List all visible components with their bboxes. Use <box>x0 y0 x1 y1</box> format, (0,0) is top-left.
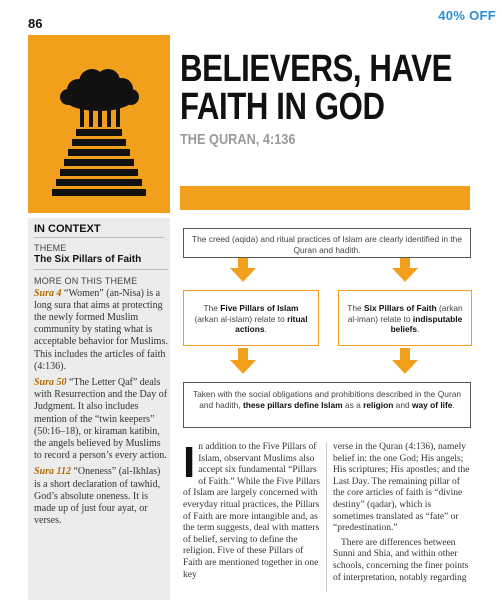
article-column-2 <box>333 442 473 584</box>
bold-text: ritual actions <box>235 313 308 334</box>
article-text: n addition to the Five Pillars of Islam, observant Muslims also accept six fundamental “Pillars of Faith.” While the Five Pillars of Islam are largely concerned with everyday ritual practices, the Pillars of Faith are more intangible and, as the term suggests, deal with matters of belief, serving to define the religion. Five of these Pillars of Faith are mentioned together in one key <box>183 442 320 580</box>
article-paragraph: verse in the Quran (4:136), namely belief in: the one God; His angels; His scriptures; His apostles; and the Last Day. The remaining pillar of the core articles of faith is “divine destiny” (qadar), which is sometimes translated as “fate” or “predestination.” <box>333 442 470 534</box>
sura-desc: “The Letter Qaf” deals with Resurrection and the Day of Judgment. It also includes mention of the “twin keepers” (50:16–18), or kiraman katibin, the angels believed by Muslims to record a person’s every action. <box>34 377 168 462</box>
sura-ref: Sura 50 <box>34 377 67 389</box>
arrow-down-right-icon <box>392 348 418 374</box>
text: . <box>264 324 267 334</box>
sidebar-entry <box>34 377 168 462</box>
bold-text: indisputable beliefs <box>390 313 463 334</box>
arrow-down-left-icon <box>230 256 256 282</box>
sidebar-body <box>34 242 168 531</box>
bold-text: Six Pillars of Faith <box>364 303 437 313</box>
sidebar-title: IN CONTEXT <box>34 223 164 238</box>
sidebar-entry <box>34 466 168 527</box>
text: as a <box>342 399 364 410</box>
text: . <box>417 324 420 334</box>
text: The <box>203 303 221 313</box>
theme-value: The Six Pillars of Faith <box>34 254 168 270</box>
text: Taken with the social obligations and prohibitions described in the Quran and hadith, <box>192 389 462 410</box>
text: and <box>393 399 412 410</box>
bold-text: Five Pillars of Islam <box>220 303 299 313</box>
cloud-pyramid-icon <box>28 35 170 213</box>
in-context-sidebar <box>28 218 170 600</box>
text: (arkan al-islam) relate to <box>194 313 288 324</box>
text: . <box>452 399 455 410</box>
arrow-down-left-icon <box>230 348 256 374</box>
flow-box-creed <box>183 228 471 258</box>
sura-ref: Sura 4 <box>34 287 62 299</box>
sura-ref: Sura 112 <box>34 466 71 478</box>
bold-text: religion <box>363 399 394 410</box>
more-label: MORE ON THIS THEME <box>34 276 138 287</box>
flow-box-text: The creed (aqida) and ritual practices of Islam are clearly identified in the Quran and hadith. <box>192 234 462 255</box>
headline-line-1: BELIEVERS, HAVE <box>180 48 453 90</box>
quote-source: THE QURAN, 4:136 <box>180 131 296 148</box>
flow-box-six-pillars <box>338 290 472 346</box>
flow-box-five-pillars <box>183 290 319 346</box>
sura-desc: “Women” (an-Nisa) is a long sura that aims at protecting the newly formed Muslim community by stating what is acceptable behavior for Muslims. This includes the articles of faith (4:136). <box>34 287 168 372</box>
headline-line-2: FAITH IN GOD <box>180 86 385 128</box>
text: (arkan al-iman) relate to <box>347 303 463 324</box>
flow-box-define-islam <box>183 382 471 428</box>
sura-desc: “Oneness” (al-Ikhlas) is a short declaration of tawhid, God’s absolute oneness. It is made up of just four ayat, or verses. <box>34 466 161 527</box>
page-number: 86 <box>28 16 43 31</box>
column-divider <box>326 442 327 592</box>
discount-badge[interactable]: 40% OFF <box>438 8 496 23</box>
hero-illustration <box>28 35 170 213</box>
article-column-1 <box>183 438 321 581</box>
sidebar-entry <box>34 288 168 373</box>
article-paragraph: There are differences between Sunni and Shia, and within other schools, concerning the finer points of interpretation, notably regarding <box>333 537 469 583</box>
arrow-down-right-icon <box>392 256 418 282</box>
drop-cap: I <box>183 438 196 487</box>
text: The <box>347 303 365 313</box>
bold-text: these pillars define Islam <box>242 399 343 410</box>
bold-text: way of life <box>411 399 453 410</box>
accent-bar <box>180 186 470 210</box>
headline <box>180 48 453 128</box>
theme-label: THEME <box>34 243 67 253</box>
